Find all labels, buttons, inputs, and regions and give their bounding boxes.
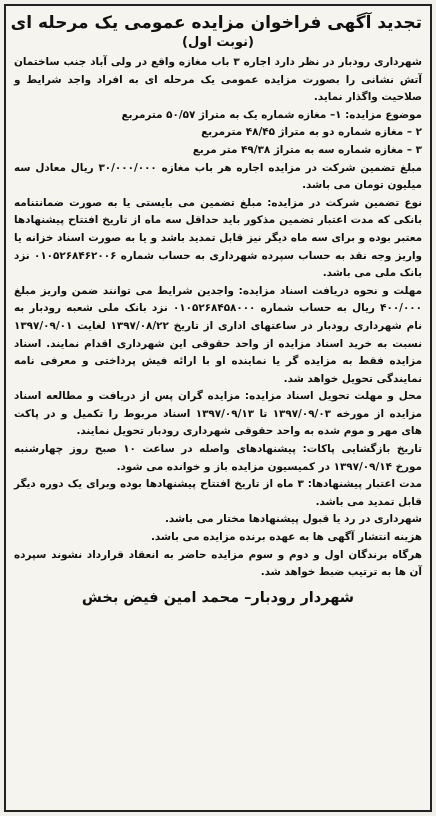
ad-cost-paragraph: هزینه انتشار آگهی ها به عهده برنده مزایده می باشد. — [150, 531, 422, 544]
subject-line-1: موضوع مزایده: ۱– مغازه شماره یک به متراژ ۵۰/۵۷ مترمربع — [121, 108, 422, 121]
intro-paragraph: شهرداری رودبار در نظر دارد اجاره ۳ باب مغازه واقع در ولی آباد جنب ساختمان آتش نشانی را بصورت مزایده عمومی یک مرحله ای به افراد واجد شرایط و صلاحیت واگذار نماید. — [14, 56, 423, 104]
notice-subtitle: (نوبت اول) — [182, 35, 254, 50]
opening-date-paragraph: تاریخ بازگشایی پاکات: پیشنهادهای واصله در ساعت ۱۰ صبح روز چهارشنبه مورخ ۱۳۹۷/۰۹/۱۴ در کمیسیون مزایده باز و خوانده می شود. — [14, 443, 423, 473]
notice-title: تجدید آگهی فراخوان مزایده عمومی یک مرحله ای — [10, 13, 422, 33]
subject-line-3: ۳ – مغازه شماره سه به متراژ ۴۹/۳۸ متر مربع — [192, 143, 422, 156]
validity-paragraph: مدت اعتبار پیشنهادها: ۳ ماه از تاریخ افتتاح پیشنهادها بوده وبرای یک دوره دیگر قابل تمدید می باشد. — [14, 478, 422, 508]
documents-receipt-paragraph: مهلت و نحوه دریافت اسناد مزایده: واجدین شرایط می توانند ضمن واریز مبلغ ۴۰۰/۰۰۰ ریال به حساب شماره ۰۱۰۵۲۶۸۴۵۸۰۰۰ نزد بانک ملی شعبه رودبار به نام شهرداری رودبار در ساعتهای اداری از تاریخ ۱۳۹۷/۰۸/۲۲ لغایت ۱۳۹۷/۰۹/۰۱ نسبت به خرید اسناد مزایده از واحد حقوقی این شهرداری اقدام نمایند. اسناد مزایده فقط به مزایده گر یا نماینده او با ارائه فیش پرداختی و معرفی نامه نمایندگی تحویل خواهد شد. — [14, 284, 423, 385]
signature: شهردار رودبار– محمد امین فیض بخش — [81, 589, 355, 606]
rights-paragraph: شهرداری در رد یا قبول پیشنهادها مختار می باشد. — [164, 513, 422, 526]
guarantee-type-paragraph: نوع تضمین شرکت در مزایده: مبلغ تضمین می بایستی یا به صورت ضمانتنامه بانکی که مدت اعتبار تضمین مذکور باید حداقل سه ماه از تاریخ افتتاح پیشنهادها معتبر بوده و برای سه ماه دیگر نیز قابل تمدید باشد و یا به صورت اسناد خزانه یا واریز وجه نقد به حساب سپرده شهرداری به حساب شماره ۰۱۰۵۲۶۸۴۶۲۰۰۶ نزد بانک ملی می باشد. — [14, 196, 422, 280]
notice-frame — [4, 4, 432, 812]
guarantee-amount-paragraph: مبلغ تضمین شرکت در مزایده اجاره هر باب مغازه ۳۰/۰۰۰/۰۰۰ ریال معادل سه میلیون تومان می باشد. — [14, 161, 422, 192]
subject-line-2: ۲ – مغازه شماره دو به متراژ ۴۸/۴۵ مترمربع — [201, 126, 422, 139]
forfeit-paragraph: هرگاه برندگان اول و دوم و سوم مزایده حاضر به انعقاد قرارداد نشوند سپرده آن ها به ترتیب ضبط خواهد شد. — [14, 548, 422, 579]
documents-delivery-paragraph: محل و مهلت تحویل اسناد مزایده: مزایده گران پس از دریافت و مطالعه اسناد مزایده از مورخه ۱۳۹۷/۰۹/۰۳ تا ۱۳۹۷/۰۹/۱۳ اسناد مربوط را تکمیل و در پاکت های مهر و موم شده به واحد حقوقی شهرداری رودبار تحویل نمایند. — [14, 390, 422, 438]
